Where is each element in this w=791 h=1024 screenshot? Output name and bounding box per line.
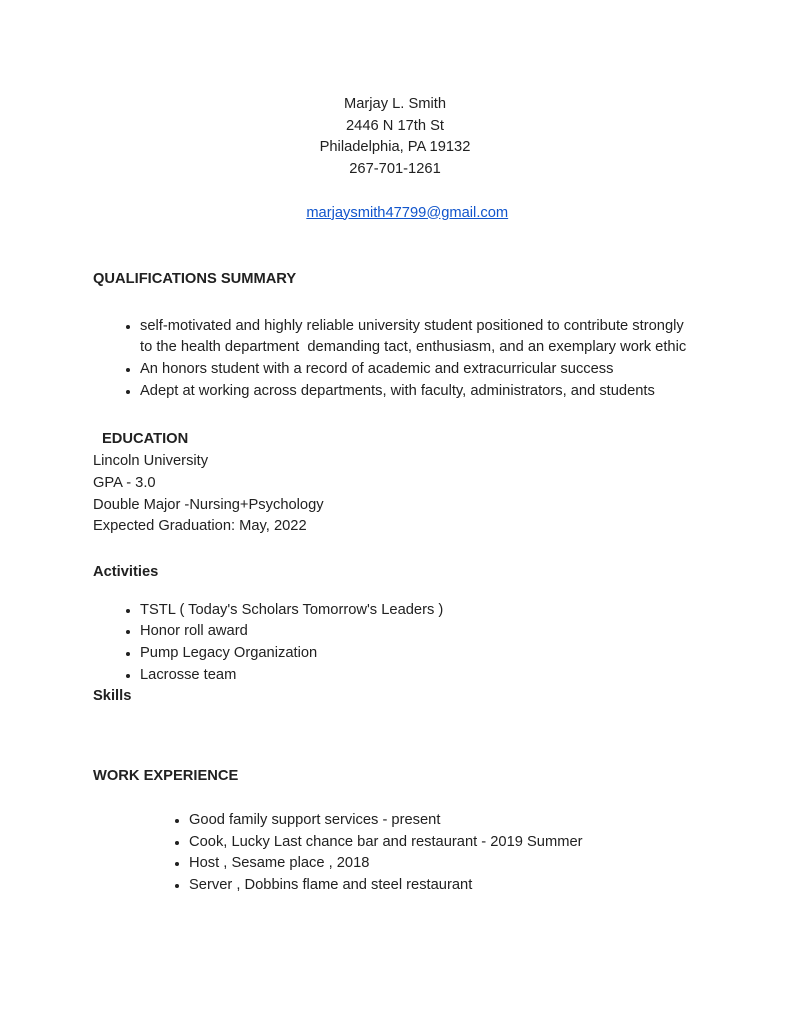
work-experience-bullet: • Host , Sesame place , 2018	[189, 853, 697, 875]
activity-bullet: • Lacrosse team	[140, 665, 697, 687]
qualification-bullet: • self-motivated and highly reliable university student positioned to contribute strongly to the health department demanding tact, enthusiasm, and an exemplary work ethic	[140, 316, 697, 359]
contact-street: 2446 N 17th St	[346, 117, 444, 134]
work-experience-bullet: • Server , Dobbins flame and steel restaurant	[189, 875, 697, 897]
contact-header	[93, 94, 697, 246]
contact-email-line	[93, 181, 697, 246]
qualification-bullet: • Adept at working across departments, with faculty, administrators, and students	[140, 381, 697, 403]
work-experience-heading: WORK EXPERIENCE	[93, 768, 239, 785]
qualifications-summary-heading: QUALIFICATIONS SUMMARY	[93, 270, 297, 287]
education-graduation: Expected Graduation: May, 2022	[93, 518, 307, 535]
activity-bullet: • Honor roll award	[140, 621, 697, 643]
contact-phone: 267-701-1261	[349, 161, 441, 178]
contact-city-state-zip: Philadelphia, PA 19132	[319, 139, 471, 156]
activities-list	[93, 600, 697, 687]
education-details	[93, 451, 697, 538]
education-school: Lincoln University	[93, 453, 209, 470]
activity-bullet: • Pump Legacy Organization	[140, 643, 697, 665]
work-experience-list	[93, 810, 697, 897]
qualification-bullet: • An honors student with a record of academic and extracurricular success	[140, 359, 697, 381]
skills-heading: Skills	[93, 688, 132, 705]
qualifications-list	[93, 316, 697, 403]
activity-bullet: • TSTL ( Today's Scholars Tomorrow's Leaders )	[140, 600, 697, 622]
work-experience-bullet: • Good family support services - present	[189, 810, 697, 832]
contact-name: Marjay L. Smith	[343, 96, 447, 112]
education-major: Double Major -Nursing+Psychology	[93, 496, 324, 513]
contact-email-link[interactable]: marjaysmith47799@gmail.com	[306, 204, 509, 221]
education-heading: EDUCATION	[102, 431, 189, 448]
education-gpa: GPA - 3.0	[93, 474, 156, 491]
work-experience-bullet: • Cook, Lucky Last chance bar and restaurant - 2019 Summer	[189, 832, 697, 854]
activities-heading: Activities	[93, 563, 159, 580]
